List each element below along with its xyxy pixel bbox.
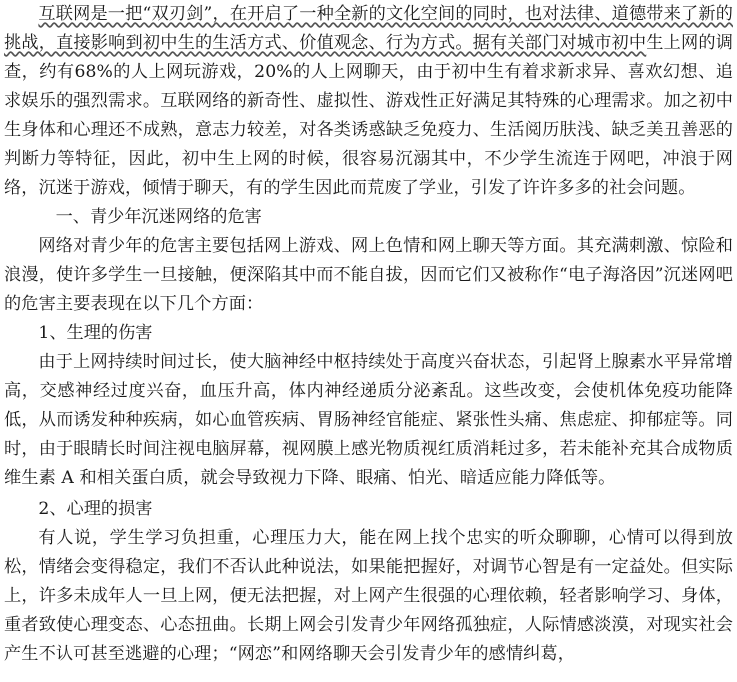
physical-harm-paragraph: 由于上网持续时间过长，使大脑神经中枢持续处于高度兴奋状态，引起肾上腺素水平异常增高，交感神经过度兴奋，血压升高，体内神经递质分泌紊乱。这些改变，会使机体免疫功能降低，从而诱发种种疾病，如心血管疾病、胃肠神经官能症、紧张性头痛、焦虑症、抑郁症等。同时，由于眼睛长时间注视电脑屏幕，视网膜上感光物质视红质消耗过多，若未能补充其合成物质维生素 A 和相关蛋白质，就会导致视力下降、眼痛、怕光、暗适应能力降低等。 [4,352,733,488]
subsection-heading-physical: 1、生理的伤害 [38,323,153,343]
highlighted-text: 互联网是一把“双刃剑”，在开启了一种全新的文化空间的同时，也对法律、道德带来了新的挑战，直接影响到初中生的生活方式、价值观念、行为方式。据有关部门对城市初中 [4,4,733,53]
document-page [4,0,733,669]
psychological-harm-paragraph: 有人说，学生学习负担重，心理压力大，能在网上找个忠实的听众聊聊，心情可以得到放松，情绪会变得稳定，我们不否认此种说法，如果能把握好，对调节心智是有一定益处。但实际上，许多未成年人一旦上网，便无法把握，对上网产生很强的心理依赖，轻者影响学习、身体，重者致使心理变态、心态扭曲。长期上网会引发青少年网络孤独症，人际情感淡漠，对现实社会产生不认可甚至逃避的心理；“网恋”和网络聊天会引发青少年的感情纠葛， [4,528,733,664]
intro-paragraph [4,0,733,203]
subsection-heading-psychological: 2、心理的损害 [38,499,153,519]
section-heading-1: 一、青少年沉迷网络的危害 [55,207,262,227]
section1-paragraph: 网络对青少年的危害主要包括网上游戏、网上色情和网上聊天等方面。其充满刺激、惊险和浪漫，使许多学生一旦接触，便深陷其中而不能自拔，因而它们又被称作“电子海洛因”沉迷网吧的危害主要表现在以下几个方面： [4,236,733,314]
intro-text: 生上网的调查，约有68%的人上网玩游戏，20%的人上网聊天，由于初中生有着求新求异、喜欢幻想、追求娱乐的强烈需求。互联网络的新奇性、虚拟性、游戏性正好满足其特殊的心理需求。加之初中生身体和心理还不成熟，意志力较差，对各类诱惑缺乏免疫力、生活阅历肤浅、缺乏美丑善恶的判断力等特征，因此，初中生上网的时候，很容易沉溺其中，不少学生流连于网吧，冲浪于网络，沉迷于游戏，倾情于聊天，有的学生因此而荒废了学业，引发了许许多多的社会问题。 [4,33,733,198]
